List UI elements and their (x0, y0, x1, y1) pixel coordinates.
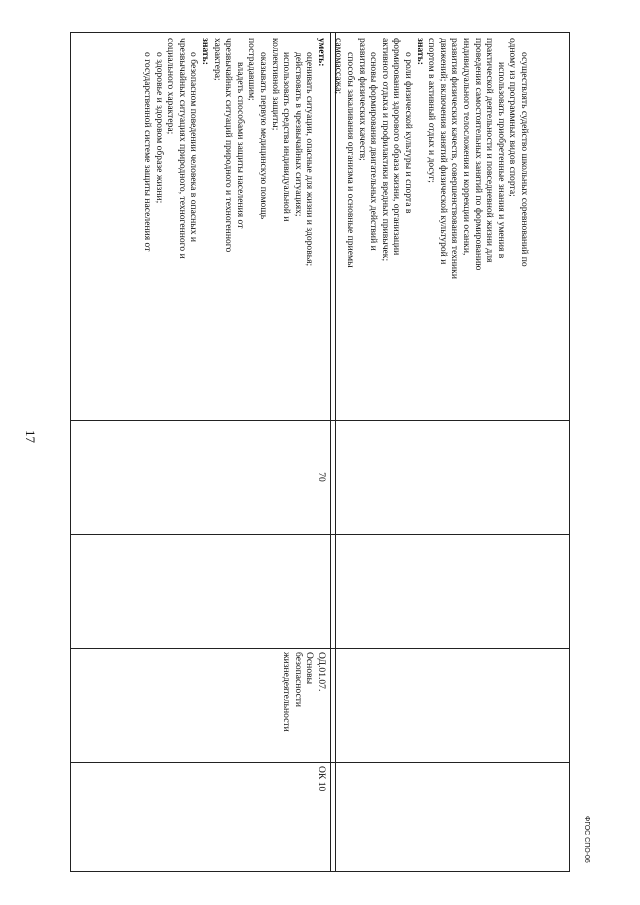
text-line: коллективной защиты; (269, 38, 281, 131)
text-line: проведения самостоятельных занятий по формированию (472, 38, 484, 271)
text-line: осуществлять судейство школьных соревнований по (519, 52, 530, 267)
text-line: социального характера; (165, 38, 177, 135)
row2-discipline-cell (267, 652, 327, 760)
page-number: 17 (23, 430, 38, 443)
text-line: о роли физической культуры и спорта в (403, 52, 415, 214)
text-line: действовать в чрезвычайных ситуациях; (292, 52, 304, 217)
text-line: владеть способами защиты населения от (234, 62, 246, 229)
text-line: спортом в активный отдых и досуг; (426, 38, 438, 183)
text-line: о государственной системе защиты населения от (142, 52, 154, 252)
text-line: оценивать ситуации, опасные для жизни и здоровья; (304, 52, 316, 267)
table-border-right (70, 871, 570, 872)
section-heading-znat: знать: (200, 38, 212, 65)
text-line: использовать приобретенные знания и умения в (495, 62, 507, 259)
text-line: развития физических качеств; (356, 38, 368, 161)
discipline-name-line: жизнедеятельности (281, 652, 293, 732)
rotated-table-area (70, 32, 570, 872)
text-line: основы формирования двигательных действий и (368, 52, 380, 251)
discipline-name-line: безопасности (292, 652, 304, 708)
table-border-top (569, 32, 570, 872)
text-line: самомассажа; (333, 38, 345, 95)
competence-code: ОК 10 (316, 766, 327, 792)
hours-value: 70 (316, 472, 327, 482)
row2-requirements-cell (73, 38, 327, 418)
text-line: формировании здорового образа жизни, организации (391, 38, 403, 256)
text-line: чрезвычайных ситуаций природного и техногенного (223, 38, 235, 253)
column-divider (70, 420, 570, 421)
column-divider (70, 762, 570, 763)
section-heading-umet: уметь: (316, 38, 327, 67)
text-line: активного отдыха и профилактики вредных привычек; (379, 38, 391, 262)
text-line: чрезвычайных ситуациях природного, техногенного и (176, 38, 188, 259)
text-line: движений; включения занятий физической культурой и (437, 38, 449, 265)
text-line: о безопасном поведении человека в опасных и (188, 52, 200, 243)
table-border-bottom (70, 32, 71, 872)
text-line: одному из программных видов спорта; (507, 38, 519, 197)
footer-standard-code: ФГОС СПО-06 (583, 816, 590, 863)
text-line: практической деятельности и повседневной жизни для (484, 38, 496, 263)
text-line: развития физических качеств, совершенствования техники (449, 38, 461, 279)
row2-competence-cell (307, 766, 327, 870)
text-line: использовать средства индивидуальной и (281, 52, 293, 222)
column-divider (70, 648, 570, 649)
text-line: пострадавшим; (246, 38, 258, 101)
discipline-name-line: Основы (304, 652, 316, 685)
column-divider (70, 534, 570, 535)
text-line: характера; (211, 38, 223, 81)
curriculum-table (70, 32, 570, 872)
text-line: способы закаливания организма и основные приемы (345, 52, 357, 268)
text-line: о здоровье и здоровом образе жизни; (153, 52, 165, 204)
row2-hours-cell (307, 424, 327, 530)
text-line: оказывать первую медицинскую помощь (258, 52, 270, 220)
table-border-left (70, 32, 570, 33)
discipline-code: ОД.01.07. (316, 652, 327, 692)
section-heading-znat: знать: (414, 38, 426, 65)
row-divider-double (330, 32, 331, 872)
text-line: индивидуального телосложения и коррекции осанки, (461, 38, 473, 256)
row1-requirements-cell (333, 38, 530, 418)
